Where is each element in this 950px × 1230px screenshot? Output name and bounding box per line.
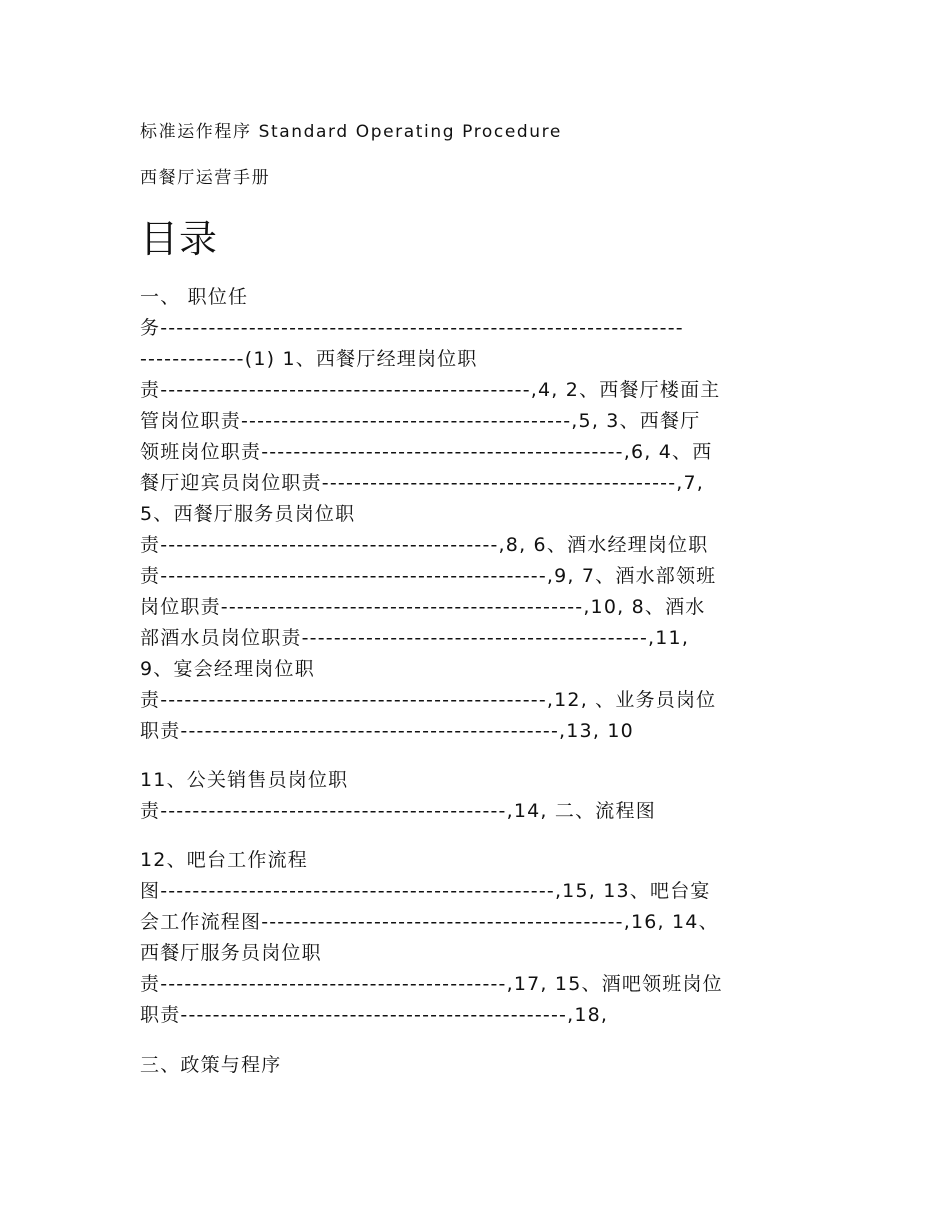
toc-line: 务----------------------------------------------------------------- bbox=[140, 317, 684, 339]
toc-line: 岗位职责---------------------------------------------,10, 8、酒水 bbox=[140, 596, 706, 618]
toc-line: 11、公关销售员岗位职 bbox=[140, 769, 349, 791]
toc-line: 一、 职位任 bbox=[140, 286, 249, 308]
toc-line: 责------------------------------------------------,12, 、业务员岗位 bbox=[140, 689, 717, 711]
toc-line: 责-------------------------------------------,14, 二、流程图 bbox=[140, 800, 656, 822]
toc-line: 责------------------------------------------,8, 6、酒水经理岗位职 bbox=[140, 534, 709, 556]
toc-line: 12、吧台工作流程 bbox=[140, 849, 308, 871]
toc-line: 部酒水员岗位职责-------------------------------------------,11, bbox=[140, 627, 690, 649]
manual-subtitle: 西餐厅运营手册 bbox=[140, 168, 271, 188]
toc-line: 职责------------------------------------------------,18, bbox=[140, 1004, 609, 1026]
toc-line: 管岗位职责-----------------------------------------,5, 3、西餐厅 bbox=[140, 410, 701, 432]
toc-line: 图-------------------------------------------------,15, 13、吧台宴 bbox=[140, 880, 711, 902]
toc-title: 目录 bbox=[140, 217, 219, 261]
toc-line: 职责-----------------------------------------------,13, 10 bbox=[140, 720, 634, 742]
toc-block-positions bbox=[140, 282, 812, 747]
toc-line: 5、西餐厅服务员岗位职 bbox=[140, 503, 356, 525]
toc-line: 9、宴会经理岗位职 bbox=[140, 658, 315, 680]
toc-line: 责-------------------------------------------,17, 15、酒吧领班岗位 bbox=[140, 973, 723, 995]
toc-block-flowcharts bbox=[140, 845, 812, 1031]
toc-line: 西餐厅服务员岗位职 bbox=[140, 942, 322, 964]
toc-line: 领班岗位职责---------------------------------------------,6, 4、西 bbox=[140, 441, 713, 463]
toc-line: 责----------------------------------------------,4, 2、西餐厅楼面主 bbox=[140, 379, 721, 401]
section-three-heading: 三、政策与程序 bbox=[140, 1054, 282, 1076]
toc-line: 责------------------------------------------------,9, 7、酒水部领班 bbox=[140, 565, 717, 587]
toc-block-sales bbox=[140, 765, 812, 827]
toc-line: -------------(1) 1、西餐厅经理岗位职 bbox=[140, 348, 478, 370]
sop-header: 标准运作程序 Standard Operating Procedure bbox=[140, 122, 562, 142]
toc-line: 会工作流程图---------------------------------------------,16, 14、 bbox=[140, 911, 719, 933]
toc-line: 餐厅迎宾员岗位职责--------------------------------------------,7, bbox=[140, 472, 705, 494]
